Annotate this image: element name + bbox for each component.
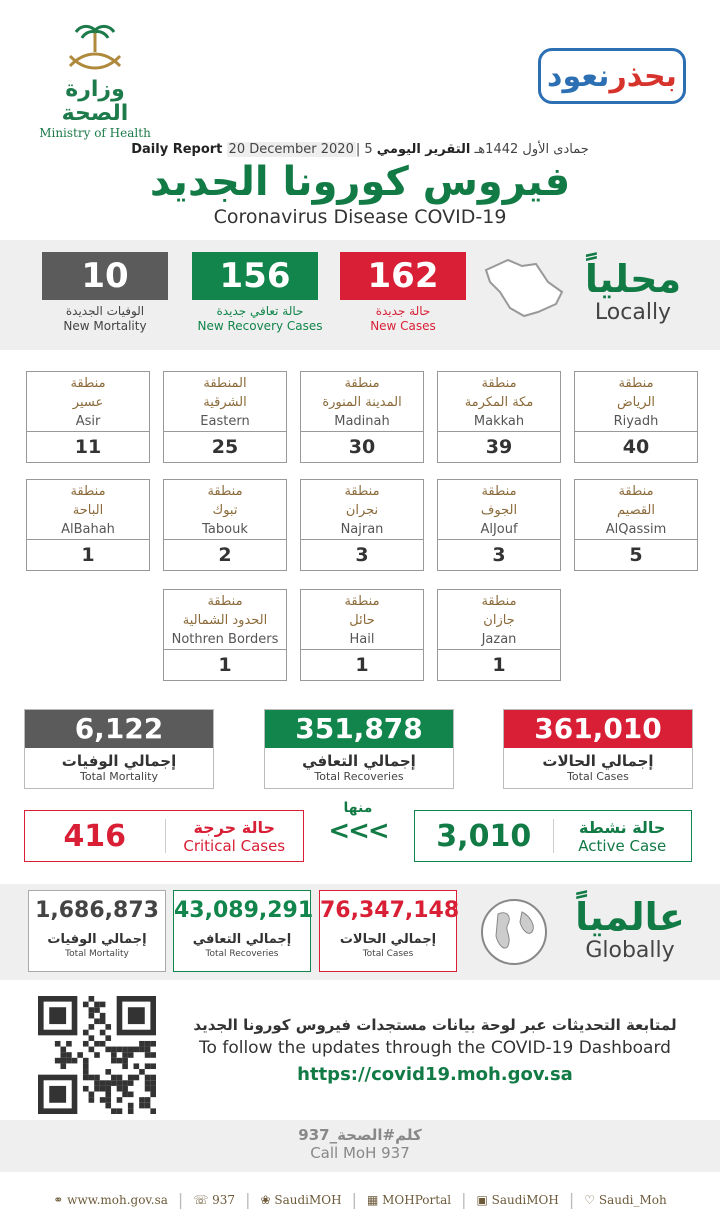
region-label: منطقة (207, 594, 243, 609)
region-card (574, 371, 698, 463)
total-recoveries-ar: إجمالي التعافي (302, 752, 416, 770)
region-value: 39 (485, 436, 513, 458)
report-label-ar: التقرير اليومي (376, 142, 471, 157)
region-label: المنطقة (203, 376, 247, 391)
call-en[interactable]: Call MoH 937 (310, 1144, 410, 1162)
new-recovery-value: 156 (192, 252, 318, 300)
qr-code-image (38, 996, 156, 1114)
region-label: منطقة (70, 376, 106, 391)
call-band (0, 1120, 720, 1172)
total-mortality-card (24, 709, 214, 789)
new-mortality-ar: الوفيات الجديدة (65, 304, 145, 318)
region-name-en: Tabouk (202, 522, 248, 537)
region-name-en: Madinah (334, 414, 390, 429)
region-name-ar: الباحة (72, 503, 104, 518)
region-value: 3 (492, 544, 506, 566)
region-name-ar: الرياض (616, 395, 656, 410)
region-header (164, 372, 286, 432)
total-cases-card (503, 709, 693, 789)
region-value: 30 (348, 436, 376, 458)
facebook-icon: ▣ (476, 1192, 488, 1207)
region-name-ar: القصيم (617, 503, 655, 518)
region-value: 1 (218, 654, 232, 676)
region-card (163, 479, 287, 571)
region-label: منطقة (618, 376, 654, 391)
footer-snapchat[interactable]: ♡ Saudi_Moh (584, 1192, 667, 1207)
local-heading-en: Locally (594, 300, 672, 325)
new-mortality-value: 10 (42, 252, 168, 300)
campaign-word-2: بحذر (609, 58, 677, 94)
region-name-ar: تبوك (212, 503, 238, 518)
region-label: منطقة (344, 376, 380, 391)
region-name-ar: عسير (72, 395, 104, 410)
global-cases-en: Total Cases (362, 949, 414, 959)
region-value: 1 (81, 544, 95, 566)
region-card (26, 479, 150, 571)
twitter-icon: ❀ (260, 1192, 271, 1207)
snapchat-icon: ♡ (584, 1192, 596, 1207)
region-name-en: Eastern (200, 414, 250, 429)
region-header (438, 480, 560, 540)
moh-name-en: Ministry of Health (39, 126, 151, 140)
total-recoveries-card (264, 709, 454, 789)
new-recovery-card (192, 252, 342, 334)
region-card (437, 371, 561, 463)
dashboard-info (170, 1016, 700, 1085)
region-header (164, 590, 286, 650)
region-header (301, 480, 423, 540)
global-mortality-card (28, 890, 166, 972)
critical-ar: حالة حرجة (193, 817, 276, 837)
global-cases-card (319, 890, 460, 972)
region-header (575, 480, 697, 540)
region-name-en: AlBahah (61, 522, 115, 537)
new-recovery-ar: حالة تعافي جديدة (216, 304, 304, 318)
region-name-ar: الجوف (480, 503, 518, 518)
new-mortality-en: New Mortality (63, 319, 147, 333)
dashboard-link[interactable]: https://covid19.moh.gov.sa (297, 1064, 573, 1085)
region-value: 40 (622, 436, 650, 458)
page-title-ar: فيروس كورونا الجديد (149, 159, 571, 205)
region-name-en: AlJouf (480, 522, 518, 537)
footer-phone[interactable]: ☏ 937 (193, 1192, 236, 1207)
region-value: 25 (211, 436, 239, 458)
region-card (437, 479, 561, 571)
critical-cases-card (24, 810, 304, 862)
report-hijri: 5 جمادى الأول 1442هـ (364, 142, 589, 157)
region-name-ar: نجران (345, 503, 379, 518)
region-header (27, 480, 149, 540)
region-name-ar: مكة المكرمة (464, 395, 534, 410)
active-en: Active Case (578, 836, 667, 855)
new-cases-value: 162 (340, 252, 466, 300)
region-name-en: Hail (349, 632, 375, 647)
region-name-ar: المدينة المنورة (322, 395, 402, 410)
new-recovery-en: New Recovery Cases (197, 319, 323, 333)
palm-swords-icon (60, 22, 130, 74)
globe-icon (478, 896, 550, 968)
region-value: 5 (629, 544, 643, 566)
dashboard-en: To follow the updates through the COVID-19 Dashboard (199, 1038, 671, 1058)
region-label: منطقة (618, 484, 654, 499)
region-card (300, 589, 424, 681)
region-label: منطقة (481, 594, 517, 609)
phone-icon: ☏ (193, 1192, 209, 1207)
global-recoveries-card (173, 890, 314, 972)
active-cases-card (414, 810, 692, 862)
local-heading (568, 258, 698, 325)
new-cases-card (340, 252, 490, 334)
global-heading (560, 896, 700, 963)
region-name-en: Jazan (481, 632, 517, 647)
total-recoveries-value: 351,878 (265, 710, 453, 748)
region-header (438, 590, 560, 650)
region-label: منطقة (481, 376, 517, 391)
footer-facebook[interactable]: ▣ SaudiMOH (476, 1192, 559, 1207)
region-card (163, 589, 287, 681)
call-ar: كلم#الصحة_937 (298, 1126, 422, 1144)
critical-en: Critical Cases (183, 836, 286, 855)
moh-logo (30, 22, 160, 140)
region-label: منطقة (70, 484, 106, 499)
footer-twitter[interactable]: ❀ SaudiMOH (260, 1192, 342, 1207)
of-them-indicator (318, 800, 398, 846)
local-heading-ar: محلياً (584, 257, 682, 301)
global-heading-en: Globally (585, 938, 675, 963)
global-cases-value: 76,347,148 (320, 898, 460, 923)
region-name-ar: الشرقية (203, 395, 247, 410)
total-cases-value: 361,010 (504, 710, 692, 748)
region-name-en: Asir (75, 414, 101, 429)
moh-name-ar: وزارة الصحة (61, 77, 129, 126)
region-name-ar: الحدود الشمالية (182, 613, 268, 628)
region-card (300, 371, 424, 463)
region-name-en: Riyadh (613, 414, 659, 429)
active-value: 3,010 (436, 818, 532, 854)
footer-website[interactable]: ⚭ www.moh.gov.sa (53, 1192, 168, 1207)
dashboard-ar: لمتابعة التحديثات عبر لوحة بيانات مستجدات فيروس كورونا الجديد (193, 1016, 677, 1034)
global-recoveries-ar: إجمالي التعافي (192, 932, 292, 947)
global-mortality-en: Total Mortality (65, 949, 129, 959)
new-cases-ar: حالة جديدة (375, 304, 431, 318)
region-label: منطقة (344, 484, 380, 499)
region-label: منطقة (344, 594, 380, 609)
of-them-label: منها (343, 800, 373, 816)
region-value: 3 (355, 544, 369, 566)
region-value: 1 (355, 654, 369, 676)
region-card (437, 589, 561, 681)
portal-icon: ▦ (366, 1192, 379, 1207)
total-mortality-en: Total Mortality (80, 770, 158, 783)
region-value: 1 (492, 654, 506, 676)
new-mortality-card (42, 252, 192, 334)
total-cases-en: Total Cases (567, 770, 629, 783)
campaign-badge (538, 48, 686, 104)
saudi-map-icon (478, 252, 568, 322)
global-cases-ar: إجمالي الحالات (339, 932, 437, 947)
report-date: 20 December 2020 (228, 142, 354, 157)
region-card (26, 371, 150, 463)
region-card (300, 479, 424, 571)
global-mortality-ar: إجمالي الوفيات (47, 932, 147, 947)
footer-portal[interactable]: ▦ MOHPortal (366, 1192, 452, 1207)
page-title-en: Coronavirus Disease COVID-19 (213, 206, 507, 228)
region-header (301, 372, 423, 432)
region-header (575, 372, 697, 432)
global-mortality-value: 1,686,873 (35, 898, 159, 923)
active-ar: حالة نشطة (579, 817, 666, 837)
total-recoveries-en: Total Recoveries (314, 770, 404, 783)
region-header (27, 372, 149, 432)
region-card (163, 371, 287, 463)
globe-small-icon: ⚭ (53, 1192, 64, 1207)
total-cases-ar: إجمالي الحالات (542, 752, 654, 770)
region-card (574, 479, 698, 571)
qr-code[interactable] (38, 996, 156, 1114)
arrows-icon: <<< (328, 816, 388, 846)
region-value: 2 (218, 544, 232, 566)
report-line: Daily Report 20 December 2020 | 5 جمادى الأول 1442هـ التقرير اليومي (131, 142, 589, 157)
region-header (301, 590, 423, 650)
critical-value: 416 (63, 818, 127, 854)
global-heading-ar: عالمياً (575, 895, 685, 939)
region-value: 11 (74, 436, 102, 458)
region-name-en: AlQassim (605, 522, 667, 537)
new-cases-en: New Cases (370, 319, 436, 333)
region-header (438, 372, 560, 432)
region-name-en: Najran (340, 522, 384, 537)
region-name-ar: جازان (483, 613, 515, 628)
footer: ⚭ www.moh.gov.sa | ☏ 937 | ❀ SaudiMOH | ▦ MOHPortal | ▣ SaudiMOH | ♡ Saudi_Moh (53, 1190, 667, 1209)
region-label: منطقة (481, 484, 517, 499)
global-recoveries-en: Total Recoveries (205, 949, 279, 959)
region-name-ar: حائل (349, 613, 375, 628)
region-name-en: Makkah (473, 414, 525, 429)
global-recoveries-value: 43,089,291 (174, 898, 314, 923)
campaign-word-1: نعود (547, 58, 610, 94)
total-mortality-value: 6,122 (25, 710, 213, 748)
region-name-en: Nothren Borders (171, 632, 279, 647)
report-label-en: Daily Report (131, 142, 223, 157)
region-label: منطقة (207, 484, 243, 499)
region-header (164, 480, 286, 540)
total-mortality-ar: إجمالي الوفيات (61, 752, 177, 770)
